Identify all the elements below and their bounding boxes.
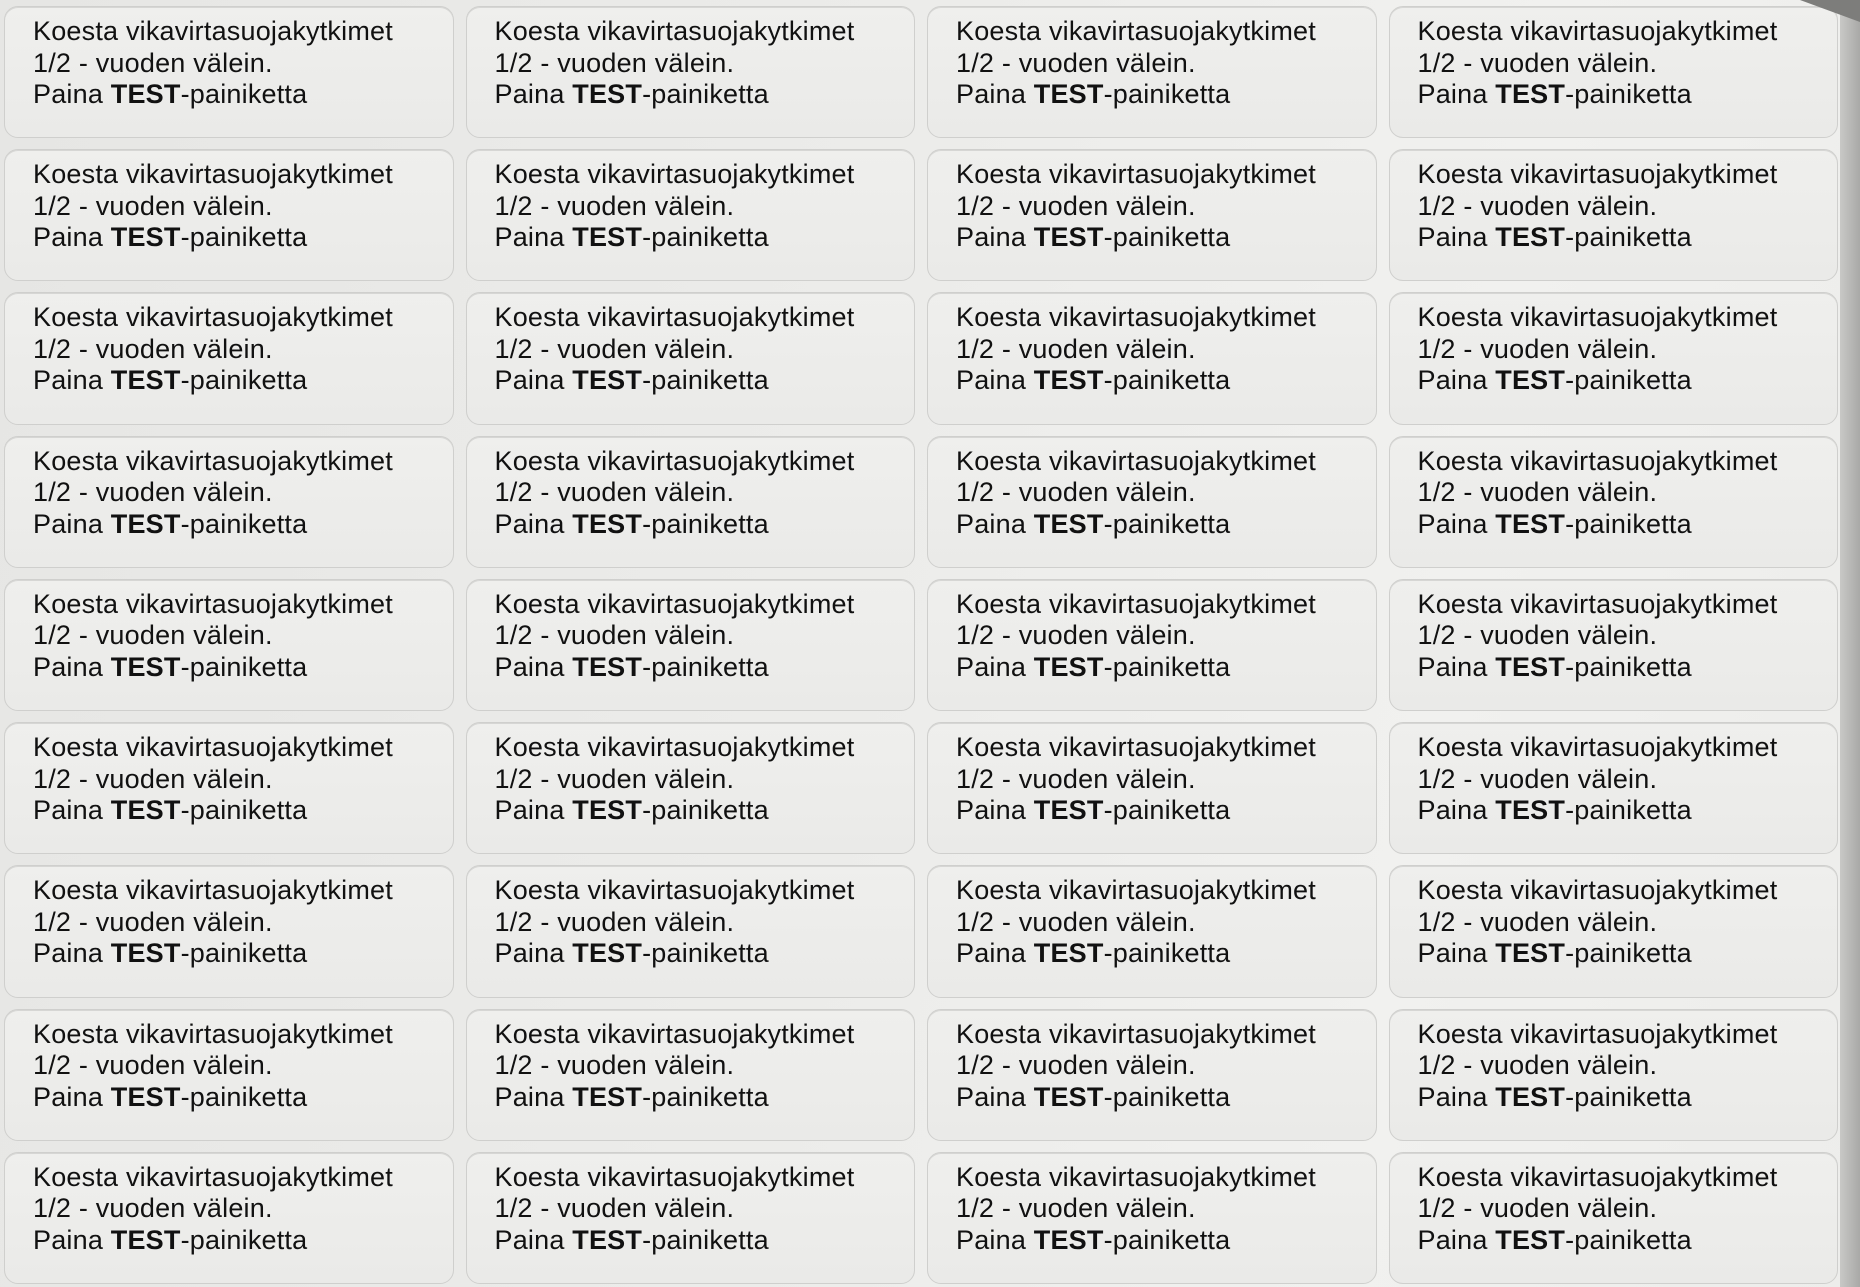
label-instruction-test: TEST	[572, 1081, 643, 1112]
label-instruction-prefix: Paina	[494, 1224, 573, 1255]
label-instruction-suffix: -painiketta	[1565, 365, 1692, 396]
label-instruction-suffix: -painiketta	[1565, 222, 1692, 253]
label-instruction-suffix: -painiketta	[1103, 365, 1231, 396]
label-line-interval: 1/2 - vuoden välein.	[956, 190, 1196, 221]
label-line-title: Koesta vikavirtasuojakytkimet	[494, 588, 855, 619]
label-line-interval: 1/2 - vuoden välein.	[494, 333, 735, 364]
label-instruction-prefix: Paina	[1417, 365, 1496, 396]
label-line-instruction	[495, 509, 915, 541]
label-instruction-suffix: -painiketta	[1565, 795, 1692, 826]
label-instruction-prefix: Paina	[1417, 79, 1496, 109]
label-instruction-prefix: Paina	[33, 1081, 111, 1112]
label-line-interval: 1/2 - vuoden välein.	[33, 47, 273, 78]
label-instruction-test: TEST	[110, 1224, 181, 1255]
label-line-interval: 1/2 - vuoden välein.	[33, 906, 273, 937]
label-instruction-test: TEST	[1495, 79, 1566, 109]
label-instruction-prefix: Paina	[494, 795, 573, 826]
label-instruction-prefix: Paina	[494, 508, 573, 539]
label-line-title: Koesta vikavirtasuojakytkimet	[33, 1018, 393, 1049]
label-line-interval: 1/2 - vuoden välein.	[33, 333, 273, 364]
label-instruction-suffix: -painiketta	[1565, 938, 1692, 969]
label-line-title: Koesta vikavirtasuojakytkimet	[956, 1161, 1316, 1192]
label-line-instruction	[33, 1225, 453, 1257]
label-instruction-prefix: Paina	[956, 651, 1034, 682]
label-instruction-suffix: -painiketta	[642, 365, 769, 396]
sticker-label	[4, 436, 454, 568]
label-line-interval: 1/2 - vuoden välein.	[956, 47, 1196, 78]
label-line-interval: 1/2 - vuoden välein.	[494, 477, 735, 508]
label-instruction-test: TEST	[1033, 365, 1104, 396]
label-instruction-prefix: Paina	[494, 79, 573, 109]
label-instruction-test: TEST	[1033, 938, 1104, 969]
label-line-instruction	[1418, 938, 1838, 970]
sticker-label	[1389, 1152, 1839, 1284]
sticker-label	[466, 292, 916, 424]
label-line-instruction	[1418, 795, 1838, 827]
label-instruction-prefix: Paina	[33, 508, 111, 539]
label-line-interval: 1/2 - vuoden välein.	[494, 1050, 735, 1081]
label-instruction-test: TEST	[110, 508, 181, 539]
label-instruction-test: TEST	[1033, 795, 1104, 826]
label-instruction-suffix: -painiketta	[642, 651, 769, 682]
label-line-instruction	[956, 652, 1376, 684]
label-line-interval: 1/2 - vuoden välein.	[494, 620, 735, 651]
label-line-title: Koesta vikavirtasuojakytkimet	[494, 1018, 855, 1049]
label-line-interval: 1/2 - vuoden välein.	[33, 190, 273, 221]
label-line-instruction	[1418, 652, 1838, 684]
label-line-instruction	[33, 222, 453, 254]
label-instruction-prefix: Paina	[956, 1081, 1034, 1112]
label-line-instruction	[956, 1082, 1376, 1114]
sticker-label	[4, 865, 454, 997]
label-instruction-prefix: Paina	[1417, 795, 1496, 826]
label-instruction-suffix: -painiketta	[1565, 508, 1692, 539]
label-instruction-prefix: Paina	[33, 938, 111, 969]
label-instruction-test: TEST	[1033, 222, 1104, 253]
label-instruction-test: TEST	[110, 938, 181, 969]
label-line-instruction	[33, 79, 453, 111]
label-line-title: Koesta vikavirtasuojakytkimet	[956, 302, 1316, 333]
label-instruction-suffix: -painiketta	[1103, 938, 1231, 969]
label-line-title: Koesta vikavirtasuojakytkimet	[956, 732, 1316, 763]
label-instruction-prefix: Paina	[1417, 222, 1496, 253]
label-line-interval: 1/2 - vuoden välein.	[33, 1050, 273, 1081]
label-instruction-suffix: -painiketta	[180, 1224, 308, 1255]
label-instruction-suffix: -painiketta	[180, 1081, 308, 1112]
label-instruction-prefix: Paina	[956, 938, 1034, 969]
label-instruction-suffix: -painiketta	[1103, 795, 1231, 826]
sticker-label	[927, 865, 1377, 997]
label-instruction-prefix: Paina	[1417, 1224, 1496, 1255]
sticker-label	[1389, 436, 1839, 568]
label-instruction-prefix: Paina	[494, 938, 573, 969]
label-instruction-prefix: Paina	[956, 508, 1034, 539]
label-instruction-prefix: Paina	[33, 651, 111, 682]
sticker-label	[927, 292, 1377, 424]
label-instruction-test: TEST	[110, 222, 181, 253]
label-line-title: Koesta vikavirtasuojakytkimet	[33, 302, 393, 333]
label-line-interval: 1/2 - vuoden välein.	[1417, 47, 1658, 78]
label-line-interval: 1/2 - vuoden välein.	[1417, 1050, 1658, 1081]
label-instruction-prefix: Paina	[33, 365, 111, 396]
label-instruction-test: TEST	[1495, 795, 1566, 826]
label-line-title: Koesta vikavirtasuojakytkimet	[494, 445, 855, 476]
label-line-title: Koesta vikavirtasuojakytkimet	[956, 875, 1316, 906]
label-line-title: Koesta vikavirtasuojakytkimet	[33, 588, 393, 619]
label-instruction-test: TEST	[1495, 1081, 1566, 1112]
label-line-instruction	[956, 509, 1376, 541]
sticker-label	[466, 865, 916, 997]
label-line-title: Koesta vikavirtasuojakytkimet	[494, 302, 855, 333]
label-instruction-prefix: Paina	[956, 222, 1034, 253]
sticker-label	[4, 722, 454, 854]
label-line-title: Koesta vikavirtasuojakytkimet	[33, 16, 393, 46]
label-instruction-test: TEST	[1495, 365, 1566, 396]
label-instruction-test: TEST	[1033, 1081, 1104, 1112]
label-instruction-test: TEST	[572, 938, 643, 969]
label-line-instruction	[495, 795, 915, 827]
sheet-edge	[1840, 0, 1860, 1287]
label-line-instruction	[1418, 509, 1838, 541]
label-line-instruction	[495, 1225, 915, 1257]
label-instruction-suffix: -painiketta	[642, 79, 769, 109]
label-instruction-prefix: Paina	[33, 1224, 111, 1255]
label-line-instruction	[956, 222, 1376, 254]
label-grid	[4, 6, 1838, 1284]
sticker-label	[1389, 292, 1839, 424]
label-line-title: Koesta vikavirtasuojakytkimet	[1417, 16, 1778, 46]
label-line-instruction	[33, 509, 453, 541]
label-line-interval: 1/2 - vuoden välein.	[956, 763, 1196, 794]
sticker-label	[466, 722, 916, 854]
sticker-label	[4, 1152, 454, 1284]
label-line-title: Koesta vikavirtasuojakytkimet	[494, 732, 855, 763]
sticker-label	[4, 579, 454, 711]
label-instruction-suffix: -painiketta	[642, 508, 769, 539]
sticker-label	[4, 292, 454, 424]
label-instruction-suffix: -painiketta	[642, 1224, 769, 1255]
label-line-instruction	[1418, 1225, 1838, 1257]
label-line-interval: 1/2 - vuoden välein.	[1417, 763, 1658, 794]
label-instruction-prefix: Paina	[1417, 1081, 1496, 1112]
label-line-title: Koesta vikavirtasuojakytkimet	[956, 445, 1316, 476]
sticker-label	[466, 436, 916, 568]
label-line-interval: 1/2 - vuoden välein.	[956, 477, 1196, 508]
sticker-label	[927, 579, 1377, 711]
label-line-title: Koesta vikavirtasuojakytkimet	[1417, 302, 1778, 333]
label-instruction-prefix: Paina	[1417, 651, 1496, 682]
label-instruction-suffix: -painiketta	[642, 1081, 769, 1112]
label-instruction-test: TEST	[1033, 79, 1104, 109]
label-line-title: Koesta vikavirtasuojakytkimet	[33, 732, 393, 763]
label-line-instruction	[1418, 79, 1838, 111]
label-instruction-prefix: Paina	[1417, 508, 1496, 539]
label-line-title: Koesta vikavirtasuojakytkimet	[1417, 1161, 1778, 1192]
label-line-title: Koesta vikavirtasuojakytkimet	[1417, 445, 1778, 476]
label-instruction-test: TEST	[1495, 651, 1566, 682]
label-instruction-test: TEST	[110, 365, 181, 396]
sticker-label	[4, 1009, 454, 1141]
label-instruction-prefix: Paina	[33, 795, 111, 826]
label-instruction-suffix: -painiketta	[642, 795, 769, 826]
sticker-label	[466, 6, 916, 138]
label-line-title: Koesta vikavirtasuojakytkimet	[956, 1018, 1316, 1049]
label-line-instruction	[33, 365, 453, 397]
sticker-label	[466, 1152, 916, 1284]
label-instruction-suffix: -painiketta	[642, 222, 769, 253]
label-line-title: Koesta vikavirtasuojakytkimet	[33, 1161, 393, 1192]
label-instruction-suffix: -painiketta	[1103, 1224, 1231, 1255]
label-instruction-prefix: Paina	[494, 1081, 573, 1112]
label-instruction-suffix: -painiketta	[1103, 1081, 1231, 1112]
label-line-title: Koesta vikavirtasuojakytkimet	[33, 445, 393, 476]
label-line-title: Koesta vikavirtasuojakytkimet	[956, 16, 1316, 46]
label-instruction-suffix: -painiketta	[1565, 79, 1692, 109]
label-instruction-test: TEST	[1495, 508, 1566, 539]
sticker-label	[4, 6, 454, 138]
label-line-interval: 1/2 - vuoden välein.	[1417, 333, 1658, 364]
label-line-instruction	[956, 1225, 1376, 1257]
label-line-title: Koesta vikavirtasuojakytkimet	[33, 159, 393, 190]
label-line-interval: 1/2 - vuoden välein.	[33, 763, 273, 794]
label-instruction-test: TEST	[1495, 222, 1566, 253]
label-instruction-suffix: -painiketta	[180, 79, 308, 109]
label-instruction-suffix: -painiketta	[1103, 508, 1231, 539]
label-instruction-prefix: Paina	[33, 222, 111, 253]
label-line-title: Koesta vikavirtasuojakytkimet	[1417, 732, 1778, 763]
label-line-instruction	[33, 1082, 453, 1114]
sticker-label	[927, 6, 1377, 138]
label-line-instruction	[1418, 222, 1838, 254]
label-line-instruction	[33, 938, 453, 970]
sticker-label	[466, 149, 916, 281]
label-instruction-test: TEST	[1033, 508, 1104, 539]
label-instruction-prefix: Paina	[494, 222, 573, 253]
sticker-label	[4, 149, 454, 281]
label-line-title: Koesta vikavirtasuojakytkimet	[1417, 588, 1778, 619]
label-line-title: Koesta vikavirtasuojakytkimet	[1417, 159, 1778, 190]
label-line-instruction	[1418, 1082, 1838, 1114]
sticker-label	[1389, 722, 1839, 854]
label-line-interval: 1/2 - vuoden välein.	[1417, 906, 1658, 937]
label-line-interval: 1/2 - vuoden välein.	[494, 763, 735, 794]
label-instruction-test: TEST	[1033, 651, 1104, 682]
label-instruction-suffix: -painiketta	[642, 938, 769, 969]
label-instruction-prefix: Paina	[33, 79, 111, 109]
label-line-interval: 1/2 - vuoden välein.	[956, 620, 1196, 651]
label-instruction-suffix: -painiketta	[1565, 651, 1692, 682]
sticker-label	[1389, 6, 1839, 138]
sticker-label	[466, 1009, 916, 1141]
label-line-interval: 1/2 - vuoden välein.	[956, 1193, 1196, 1224]
label-instruction-prefix: Paina	[956, 365, 1034, 396]
label-instruction-suffix: -painiketta	[1565, 1224, 1692, 1255]
label-line-title: Koesta vikavirtasuojakytkimet	[494, 16, 855, 46]
label-instruction-prefix: Paina	[956, 1224, 1034, 1255]
label-instruction-test: TEST	[572, 651, 643, 682]
label-instruction-test: TEST	[572, 79, 643, 109]
label-instruction-test: TEST	[110, 651, 181, 682]
label-line-interval: 1/2 - vuoden välein.	[33, 477, 273, 508]
label-line-instruction	[495, 222, 915, 254]
label-line-interval: 1/2 - vuoden välein.	[33, 1193, 273, 1224]
label-line-interval: 1/2 - vuoden välein.	[33, 620, 273, 651]
label-instruction-test: TEST	[572, 1224, 643, 1255]
label-instruction-suffix: -painiketta	[180, 795, 308, 826]
label-line-interval: 1/2 - vuoden välein.	[1417, 477, 1658, 508]
label-instruction-suffix: -painiketta	[180, 222, 308, 253]
label-instruction-prefix: Paina	[494, 651, 573, 682]
sticker-label	[927, 436, 1377, 568]
label-line-instruction	[956, 79, 1376, 111]
label-instruction-test: TEST	[572, 222, 643, 253]
label-line-interval: 1/2 - vuoden välein.	[494, 190, 735, 221]
sticker-label	[927, 1152, 1377, 1284]
label-instruction-prefix: Paina	[494, 365, 573, 396]
label-instruction-suffix: -painiketta	[180, 651, 308, 682]
label-instruction-test: TEST	[572, 795, 643, 826]
label-line-instruction	[495, 79, 915, 111]
label-instruction-suffix: -painiketta	[1103, 222, 1231, 253]
label-line-interval: 1/2 - vuoden välein.	[1417, 1193, 1658, 1224]
label-instruction-suffix: -painiketta	[180, 508, 308, 539]
label-instruction-prefix: Paina	[956, 795, 1034, 826]
label-line-interval: 1/2 - vuoden välein.	[494, 1193, 735, 1224]
label-instruction-test: TEST	[572, 365, 643, 396]
label-instruction-suffix: -painiketta	[180, 938, 308, 969]
label-line-title: Koesta vikavirtasuojakytkimet	[494, 159, 855, 190]
label-instruction-test: TEST	[572, 508, 643, 539]
label-line-interval: 1/2 - vuoden välein.	[494, 906, 735, 937]
sticker-label	[1389, 1009, 1839, 1141]
label-instruction-prefix: Paina	[1417, 938, 1496, 969]
label-line-title: Koesta vikavirtasuojakytkimet	[494, 1161, 855, 1192]
label-line-instruction	[33, 652, 453, 684]
label-instruction-test: TEST	[110, 795, 181, 826]
label-instruction-test: TEST	[110, 79, 181, 109]
label-instruction-test: TEST	[1033, 1224, 1104, 1255]
label-line-title: Koesta vikavirtasuojakytkimet	[1417, 875, 1778, 906]
label-line-instruction	[33, 795, 453, 827]
label-instruction-suffix: -painiketta	[180, 365, 308, 396]
label-line-interval: 1/2 - vuoden välein.	[1417, 620, 1658, 651]
label-instruction-prefix: Paina	[956, 79, 1034, 109]
label-line-interval: 1/2 - vuoden välein.	[494, 47, 735, 78]
sticker-label	[927, 1009, 1377, 1141]
label-line-instruction	[495, 652, 915, 684]
label-line-instruction	[956, 365, 1376, 397]
sticker-label	[1389, 865, 1839, 997]
label-instruction-test: TEST	[1495, 1224, 1566, 1255]
label-line-instruction	[495, 1082, 915, 1114]
sticker-label	[1389, 149, 1839, 281]
sticker-label	[927, 722, 1377, 854]
label-instruction-suffix: -painiketta	[1565, 1081, 1692, 1112]
label-line-instruction	[495, 938, 915, 970]
sticker-label	[466, 579, 916, 711]
label-line-title: Koesta vikavirtasuojakytkimet	[956, 159, 1316, 190]
label-instruction-suffix: -painiketta	[1103, 79, 1231, 109]
label-line-instruction	[956, 795, 1376, 827]
label-line-title: Koesta vikavirtasuojakytkimet	[33, 875, 393, 906]
label-line-interval: 1/2 - vuoden välein.	[1417, 190, 1658, 221]
label-instruction-suffix: -painiketta	[1103, 651, 1231, 682]
label-line-title: Koesta vikavirtasuojakytkimet	[494, 875, 855, 906]
label-instruction-test: TEST	[1495, 938, 1566, 969]
label-line-title: Koesta vikavirtasuojakytkimet	[956, 588, 1316, 619]
label-line-interval: 1/2 - vuoden välein.	[956, 1050, 1196, 1081]
label-line-instruction	[956, 938, 1376, 970]
sticker-label	[927, 149, 1377, 281]
label-line-instruction	[495, 365, 915, 397]
label-line-interval: 1/2 - vuoden välein.	[956, 906, 1196, 937]
label-line-title: Koesta vikavirtasuojakytkimet	[1417, 1018, 1778, 1049]
sticker-label	[1389, 579, 1839, 711]
label-instruction-test: TEST	[110, 1081, 181, 1112]
label-line-interval: 1/2 - vuoden välein.	[956, 333, 1196, 364]
label-line-instruction	[1418, 365, 1838, 397]
